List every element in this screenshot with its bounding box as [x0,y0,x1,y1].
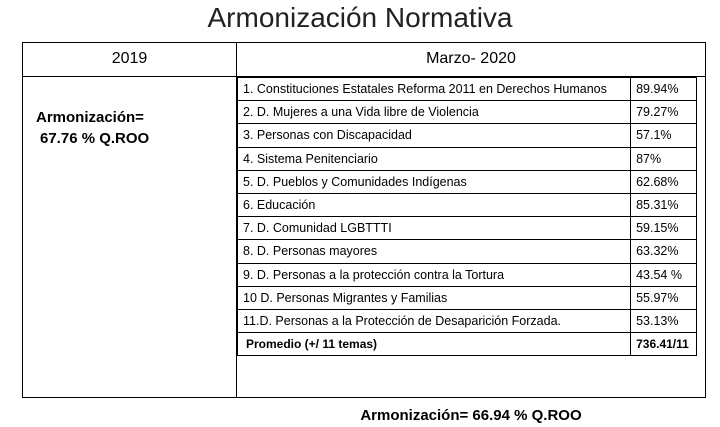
topic-name: 3. Personas con Discapacidad [238,124,631,147]
header-2019: 2019 [111,50,148,67]
topic-name: 4. Sistema Penitenciario [238,147,631,170]
table-row [238,309,697,332]
topics-table [237,77,697,356]
topic-name: 5. D. Pueblos y Comunidades Indígenas [238,170,631,193]
topic-percentage: 43.54 % [631,263,697,286]
topic-percentage: 57.1% [631,124,697,147]
topic-name: 7. D. Comunidad LGBTTTI [238,217,631,240]
table-row [238,193,697,216]
table-row [238,78,697,101]
topic-percentage: 55.97% [631,286,697,309]
table-row [238,240,697,263]
topic-name: 8. D. Personas mayores [238,240,631,263]
harmonization-2019 [36,107,231,149]
topic-name: 11.D. Personas a la Protección de Desaparición Forzada. [238,309,631,332]
topic-name: 2. D. Mujeres a una Vida libre de Violencia [238,101,631,124]
table-row [238,147,697,170]
harmonization-2020: Armonización= 66.94 % Q.ROO [360,407,582,424]
table-row [238,263,697,286]
harmonization-2019-label: Armonización= [36,109,144,126]
topic-percentage: 79.27% [631,101,697,124]
topic-percentage: 53.13% [631,309,697,332]
topic-percentage: 85.31% [631,193,697,216]
header-march-2020: Marzo- 2020 [426,50,516,67]
table-row [238,217,697,240]
average-value: 736.41/11 [631,333,697,356]
topic-percentage: 59.15% [631,217,697,240]
topic-percentage: 87% [631,147,697,170]
topic-name: 6. Educación [238,193,631,216]
topic-percentage: 63.32% [631,240,697,263]
topic-name: 10 D. Personas Migrantes y Familias [238,286,631,309]
page-title: Armonización Normativa [207,2,513,33]
topic-percentage: 89.94% [631,78,697,101]
topic-percentage: 62.68% [631,170,697,193]
average-label: Promedio (+/ 11 temas) [238,333,631,356]
average-row [238,333,697,356]
topic-name: 9. D. Personas a la protección contra la Tortura [238,263,631,286]
harmonization-2019-value: 67.76 % Q.ROO [40,130,150,147]
table-row [238,101,697,124]
topic-name: 1. Constituciones Estatales Reforma 2011 en Derechos Humanos [238,78,631,101]
table-row [238,124,697,147]
table-row [238,286,697,309]
table-row [238,170,697,193]
